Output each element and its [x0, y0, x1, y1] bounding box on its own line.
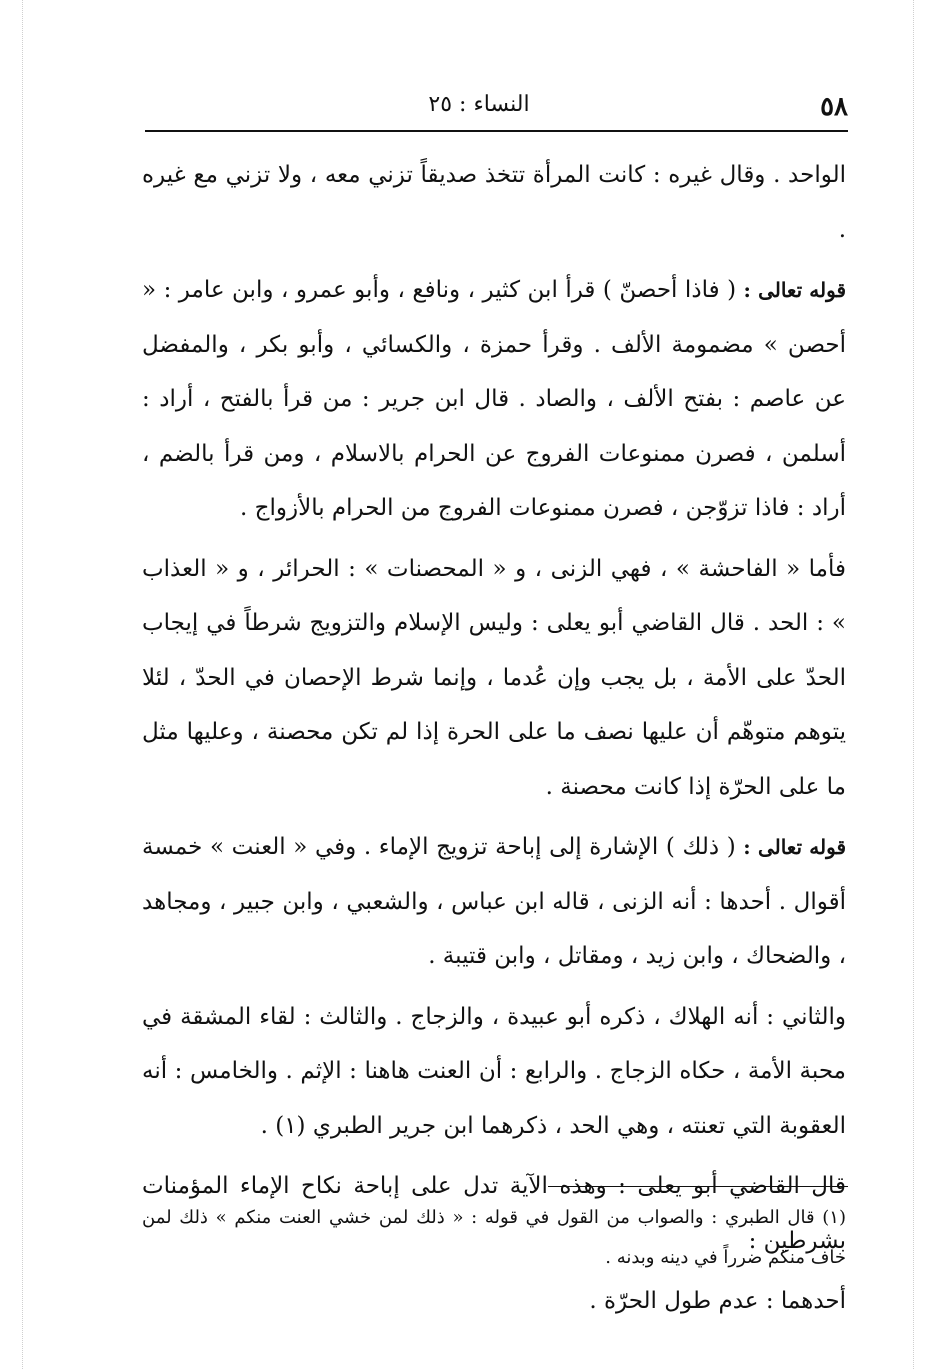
- page-number: ٥٨: [820, 92, 848, 122]
- paragraph-text: قال القاضي أبو يعلى : وهذه الآية تدل على إباحة نكاح الإماء المؤمنات بشرطين :: [142, 1173, 846, 1254]
- footnote-rule: [548, 1186, 848, 1187]
- paragraph-text: فأما « الفاحشة » ، فهي الزنى ، و « المحصنات » : الحرائر ، و « العذاب » : الحد . قال القاضي أبو يعلى : وليس الإسلام والتزويج شرطاً في إيجاب الحدّ على الأمة ، بل يجب وإن عُدما ، وإنما شرط الإحصان في الحدّ ، لئلا يتوهم متوهّم أن عليها نصف ما على الحرة إذا لم تكن محصنة ، وعليها مثل ما على الحرّة إذا كانت محصنة .: [142, 555, 846, 800]
- paragraph-text: أحدهما : عدم طول الحرّة .: [589, 1288, 846, 1314]
- running-title: النساء : ٢٥: [428, 92, 530, 117]
- paragraph: [142, 263, 846, 536]
- footnote: [142, 1198, 846, 1278]
- paragraph: [142, 542, 846, 815]
- paragraph-lead: قوله تعالى :: [743, 278, 847, 302]
- main-text: [142, 148, 846, 1335]
- paragraph-text: ( ذلك ) الإشارة إلى إباحة تزويج الإماء . وفي « العنت » خمسة أقوال . أحدها : أنه الزنى ، قاله ابن عباس ، والشعبي ، وابن جبير ، ومجاهد ، والضحاك ، وابن زيد ، ومقاتل ، وابن قتيبة .: [142, 834, 846, 969]
- page-header: [110, 92, 848, 132]
- header-rule: [145, 130, 848, 132]
- paragraph-text: الواحد . وقال غيره : كانت المرأة تتخذ صديقاً تزني معه ، ولا تزني مع غيره .: [142, 162, 846, 243]
- paragraph: [142, 990, 846, 1154]
- scan-edge-mark: [22, 0, 23, 1369]
- paragraph: [142, 148, 846, 257]
- footnote-text: (١) قال الطبري : والصواب من القول في قوله : « ذلك لمن خشي العنت منكم » ذلك لمن خاف منكم ضرراً في دينه وبدنه .: [142, 1207, 846, 1268]
- paragraph-text: والثاني : أنه الهلاك ، ذكره أبو عبيدة ، والزجاج . والثالث : لقاء المشقة في محبة الأمة ، حكاه الزجاج . والرابع : أن العنت هاهنا : الإثم . والخامس : أنه العقوبة التي تعنته ، وهي الحد ، ذكرهما ابن جرير الطبري (١) .: [142, 1003, 846, 1139]
- paragraph-lead: قوله تعالى :: [743, 835, 846, 859]
- paragraph: [142, 1274, 846, 1329]
- scan-edge-mark: [913, 0, 914, 1369]
- paragraph: [142, 820, 846, 984]
- paragraph-text: ( فاذا أحصنّ ) قرأ ابن كثير ، ونافع ، وأبو عمرو ، وابن عامر : « أحصن » مضمومة الألف . وقرأ حمزة ، والكسائي ، وأبو بكر ، والمفضل عن عاصم : بفتح الألف ، والصاد . قال ابن جرير : من قرأ بالفتح ، أراد : أسلمن ، فصرن ممنوعات الفروج عن الحرام بالاسلام ، ومن قرأ بالضم ، أراد : فاذا تزوّجن ، فصرن ممنوعات الفروج من الحرام بالأزواج .: [142, 277, 846, 521]
